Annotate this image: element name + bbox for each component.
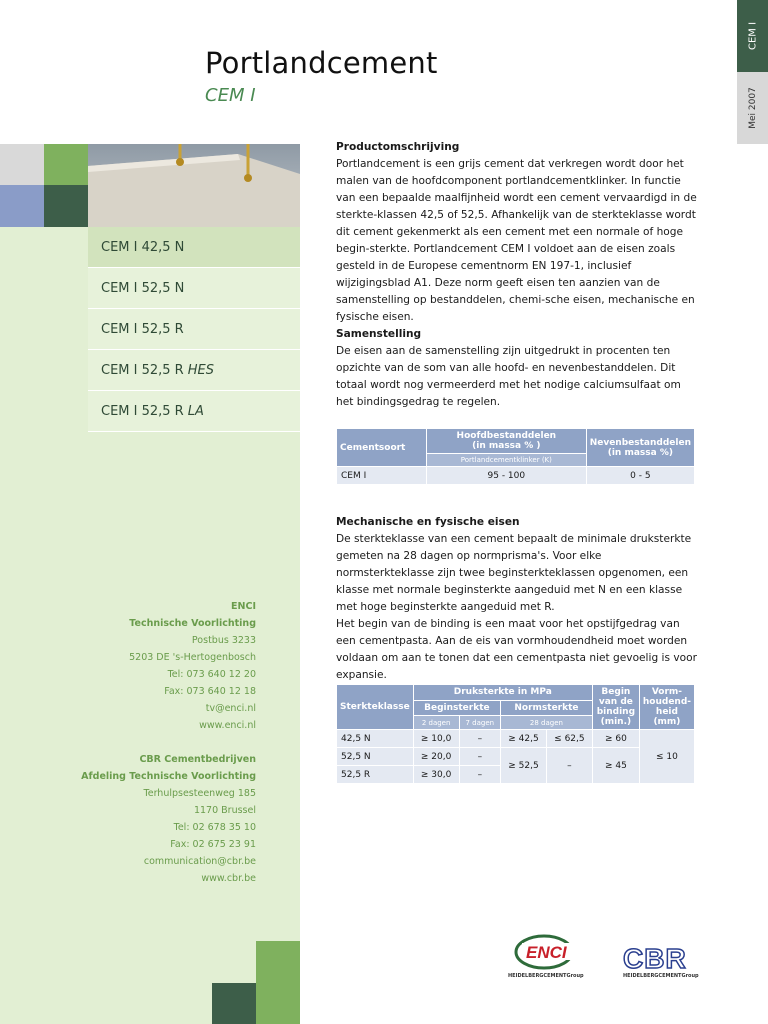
section-heading: Samenstelling: [336, 328, 422, 340]
section-text: Het begin van de binding is een maat voor het opstijfgedrag van een cementpasta. Aan de eis van vormhoudendheid moet worden voldaan om aan te tonen dat een cementpasta niet gevoelig is voor expansie.: [336, 618, 697, 681]
svg-text:ENCI: ENCI: [526, 943, 567, 962]
mosaic-square: [0, 144, 44, 185]
table-subheader: 7 dagen: [459, 716, 500, 730]
table-header: Druksterkte in MPa: [413, 685, 592, 701]
section-mechanical: [336, 514, 698, 684]
mosaic-square: [256, 941, 300, 1024]
contact-enci: [0, 598, 256, 734]
contact-fax: Fax: 02 675 23 91: [170, 839, 256, 850]
section-product: [336, 139, 698, 326]
contact-org: CBR Cementbedrijven: [139, 754, 256, 765]
logo-group-text: HEIDELBERGCEMENTGroup: [623, 973, 699, 979]
table-header: Vorm-houdend-heid (mm): [639, 685, 694, 730]
contact-tel: Tel: 02 678 35 10: [173, 822, 256, 833]
contact-web-link[interactable]: www.cbr.be: [201, 873, 256, 884]
cement-type-item[interactable]: CEM I 42,5 N: [88, 227, 300, 268]
page-title: Portlandcement: [205, 46, 438, 80]
side-tab-product: CEM I: [737, 0, 768, 72]
mosaic-square: [0, 185, 44, 227]
contact-email-link[interactable]: communication@cbr.be: [143, 856, 256, 867]
contact-web-link[interactable]: www.enci.nl: [199, 720, 256, 731]
contact-address: Postbus 3233: [191, 635, 256, 646]
table-header: Sterkteklasse: [337, 685, 414, 730]
composition-table: [336, 428, 695, 485]
mosaic-square: [212, 983, 256, 1024]
contact-dept: Technische Voorlichting: [129, 618, 256, 629]
contact-org: ENCI: [231, 601, 256, 612]
enci-logo: [506, 930, 590, 982]
table-row: 52,5 R ≥ 30,0 –: [337, 766, 695, 784]
table-header: Normsterkte: [501, 700, 593, 716]
svg-text:CBR: CBR: [623, 943, 687, 974]
table-subheader: Portlandcementklinker (K): [426, 454, 586, 467]
cement-type-item[interactable]: CEM I 52,5 N: [88, 268, 300, 309]
section-text: De sterkteklasse van een cement bepaalt de minimale druksterkte gemeten na 28 dagen op normprisma's. Voor elke normsterkteklasse zijn twee beginsterkteklassen opgenomen, een klasse met normale beginsterkte aangeduid met N en een klasse met hoge beginsterkte aangeduid met R.: [336, 533, 692, 613]
section-heading: Productomschrijving: [336, 141, 460, 153]
mosaic-square: [44, 144, 88, 185]
cement-type-item[interactable]: CEM I 52,5 R HES: [88, 350, 300, 391]
mosaic-square: [44, 185, 88, 227]
table-header: Nevenbestanddelen (in massa %): [586, 429, 694, 467]
logo-group-text: HEIDELBERGCEMENTGroup: [508, 973, 584, 979]
table-row: 52,5 N ≥ 20,0 – ≥ 52,5 – ≥ 45: [337, 748, 695, 766]
section-composition: [336, 326, 698, 411]
sidebar-strip: [0, 267, 88, 433]
strength-table: [336, 684, 695, 784]
cement-type-list: [88, 227, 300, 432]
contact-cbr: [0, 751, 256, 887]
section-heading: Mechanische en fysische eisen: [336, 516, 520, 528]
section-text: De eisen aan de samenstelling zijn uitgedrukt in procenten ten opzichte van de som van alle hoofd- en nevenbestanddelen. Dit totaal wordt nog vermeerderd met het nodige calciumsulfaat om het bindingsgedrag te regelen.: [336, 345, 681, 408]
contact-address: 1170 Brussel: [193, 805, 256, 816]
cement-type-item[interactable]: CEM I 52,5 R LA: [88, 391, 300, 432]
cement-panel-photo: [88, 144, 300, 227]
side-tab-date: Mei 2007: [737, 72, 768, 144]
table-header: Hoofdbestanddelen (in massa % ): [426, 429, 586, 454]
table-row: 42,5 N ≥ 10,0 – ≥ 42,5 ≤ 62,5 ≥ 60 ≤ 10: [337, 730, 695, 748]
cbr-logo: [621, 938, 705, 982]
cement-type-item[interactable]: CEM I 52,5 R: [88, 309, 300, 350]
table-subheader: 28 dagen: [501, 716, 593, 730]
contact-address: Terhulpsesteenweg 185: [143, 788, 256, 799]
page-subtitle: CEM I: [205, 85, 256, 106]
contact-dept: Afdeling Technische Voorlichting: [81, 771, 256, 782]
contact-tel: Tel: 073 640 12 20: [167, 669, 256, 680]
contact-fax: Fax: 073 640 12 18: [164, 686, 256, 697]
table-row: CEM I 95 - 100 0 - 5: [337, 467, 695, 485]
table-header: Begin van de binding (min.): [592, 685, 639, 730]
table-header: Beginsterkte: [413, 700, 500, 716]
table-subheader: 2 dagen: [413, 716, 459, 730]
section-text: Portlandcement is een grijs cement dat verkregen wordt door het malen van de hoofdcomponent portlandcementklinker. In functie van een bepaalde maalfijnheid wordt een cement vervaardigd in de sterkte-klassen 42,5 of 52,5. Afhankelijk van de sterkteklasse wordt dit cement gekenmerkt als een cement met een normale of hoge begin-sterkte. Portlandcement CEM I voldoet aan de eisen zoals gesteld in de Europese cementnorm EN 197-1, inclusief wijzigingsblad A1. Deze norm geeft eisen ten aanzien van de samenstelling op bestanddelen, chemi-sche eisen, mechanische en fysische eisen.: [336, 158, 697, 323]
contact-email-link[interactable]: tv@enci.nl: [205, 703, 256, 714]
contact-address: 5203 DE 's-Hertogenbosch: [129, 652, 256, 663]
table-header: Cementsoort: [337, 429, 427, 467]
